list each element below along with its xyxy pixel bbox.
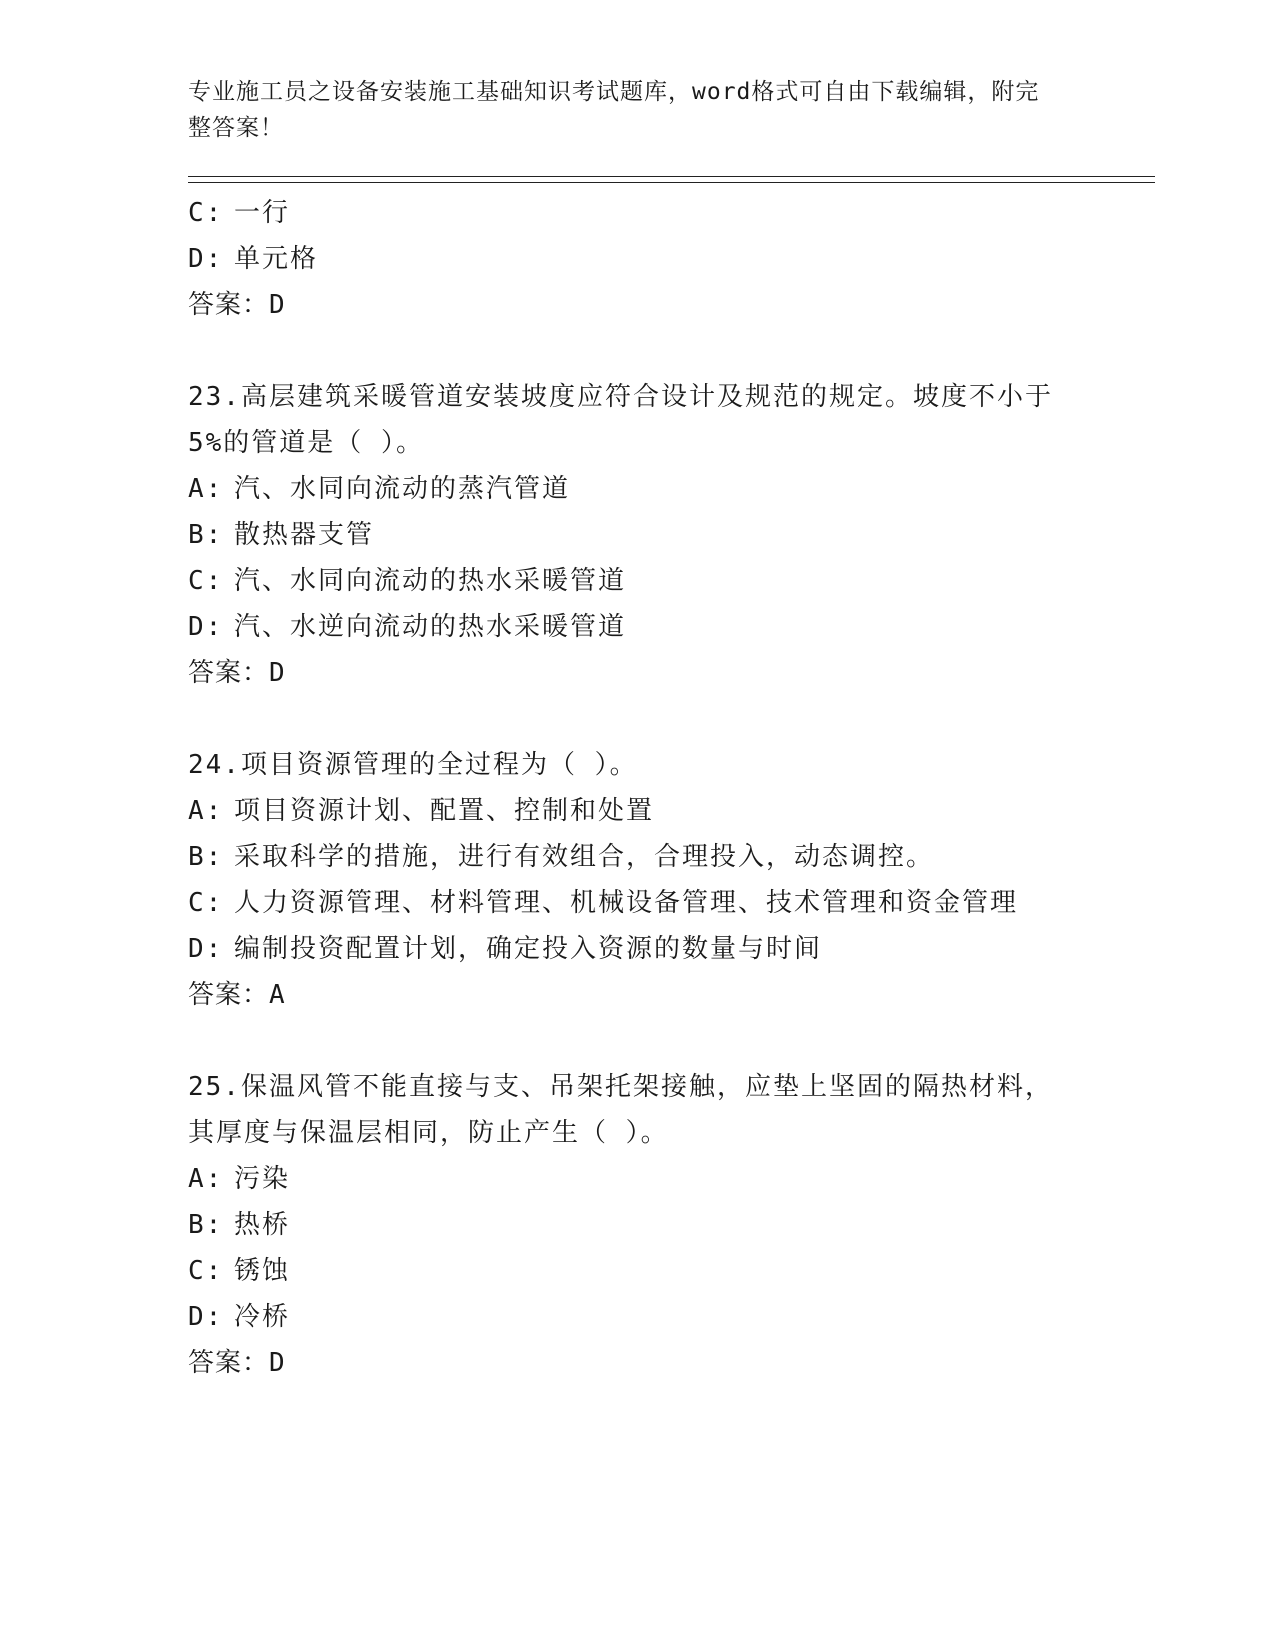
option-c (188, 880, 1088, 926)
option-d (188, 1294, 1088, 1340)
question-25 (188, 1064, 1088, 1386)
option-text: 编制投资配置计划，确定投入资源的数量与时间 (234, 934, 823, 964)
option-text: 一行 (234, 198, 291, 228)
option-letter: A: (188, 796, 224, 826)
question-list (188, 190, 1088, 1386)
document-header (188, 74, 1088, 146)
question-24 (188, 742, 1088, 1018)
option-b (188, 1202, 1088, 1248)
option-text: 热桥 (234, 1210, 291, 1240)
option-b (188, 512, 1088, 558)
question-22-tail (188, 190, 1088, 328)
option-text: 污染 (234, 1164, 291, 1194)
option-letter: A: (188, 474, 224, 504)
question-stem-line-1: 25.保温风管不能直接与支、吊架托架接触，应垫上坚固的隔热材料， (188, 1072, 1053, 1102)
question-stem-line-2: 其厚度与保温层相同，防止产生（ ）。 (188, 1118, 669, 1148)
option-letter: B: (188, 842, 224, 872)
answer-line: 答案：D (188, 658, 286, 688)
option-d (188, 926, 1088, 972)
option-letter: C: (188, 888, 224, 918)
option-c (188, 190, 1088, 236)
option-a (188, 788, 1088, 834)
option-letter: C: (188, 1256, 224, 1286)
option-a (188, 466, 1088, 512)
option-letter: B: (188, 1210, 224, 1240)
header-divider-top (188, 176, 1155, 177)
option-a (188, 1156, 1088, 1202)
option-text: 项目资源计划、配置、控制和处置 (234, 796, 655, 826)
answer-line: 答案：D (188, 290, 286, 320)
option-letter: D: (188, 244, 224, 274)
option-letter: D: (188, 934, 224, 964)
option-text: 锈蚀 (234, 1256, 291, 1286)
answer-line: 答案：A (188, 980, 286, 1010)
question-stem-line-1: 24.项目资源管理的全过程为（ ）。 (188, 750, 638, 780)
question-stem-line-1: 23.高层建筑采暖管道安装坡度应符合设计及规范的规定。坡度不小于 (188, 382, 1053, 412)
option-c (188, 1248, 1088, 1294)
header-line-1: 专业施工员之设备安装施工基础知识考试题库，word格式可自由下载编辑，附完 (188, 79, 1040, 105)
option-text: 汽、水逆向流动的热水采暖管道 (234, 612, 627, 642)
option-text: 冷桥 (234, 1302, 291, 1332)
option-d (188, 236, 1088, 282)
option-b (188, 834, 1088, 880)
option-letter: B: (188, 520, 224, 550)
option-text: 采取科学的措施，进行有效组合，合理投入，动态调控。 (234, 842, 935, 872)
option-text: 汽、水同向流动的热水采暖管道 (234, 566, 627, 596)
option-text: 散热器支管 (234, 520, 375, 550)
option-text: 单元格 (234, 244, 319, 274)
question-23 (188, 374, 1088, 696)
option-d (188, 604, 1088, 650)
header-line-2: 整答案！ (188, 115, 284, 141)
question-stem-line-2: 5%的管道是（ ）。 (188, 428, 424, 458)
option-text: 人力资源管理、材料管理、机械设备管理、技术管理和资金管理 (234, 888, 1019, 918)
header-divider-bottom (188, 182, 1155, 183)
option-letter: A: (188, 1164, 224, 1194)
option-text: 汽、水同向流动的蒸汽管道 (234, 474, 571, 504)
answer-line: 答案：D (188, 1348, 286, 1378)
option-letter: C: (188, 566, 224, 596)
option-letter: C: (188, 198, 224, 228)
option-letter: D: (188, 612, 224, 642)
option-c (188, 558, 1088, 604)
option-letter: D: (188, 1302, 224, 1332)
